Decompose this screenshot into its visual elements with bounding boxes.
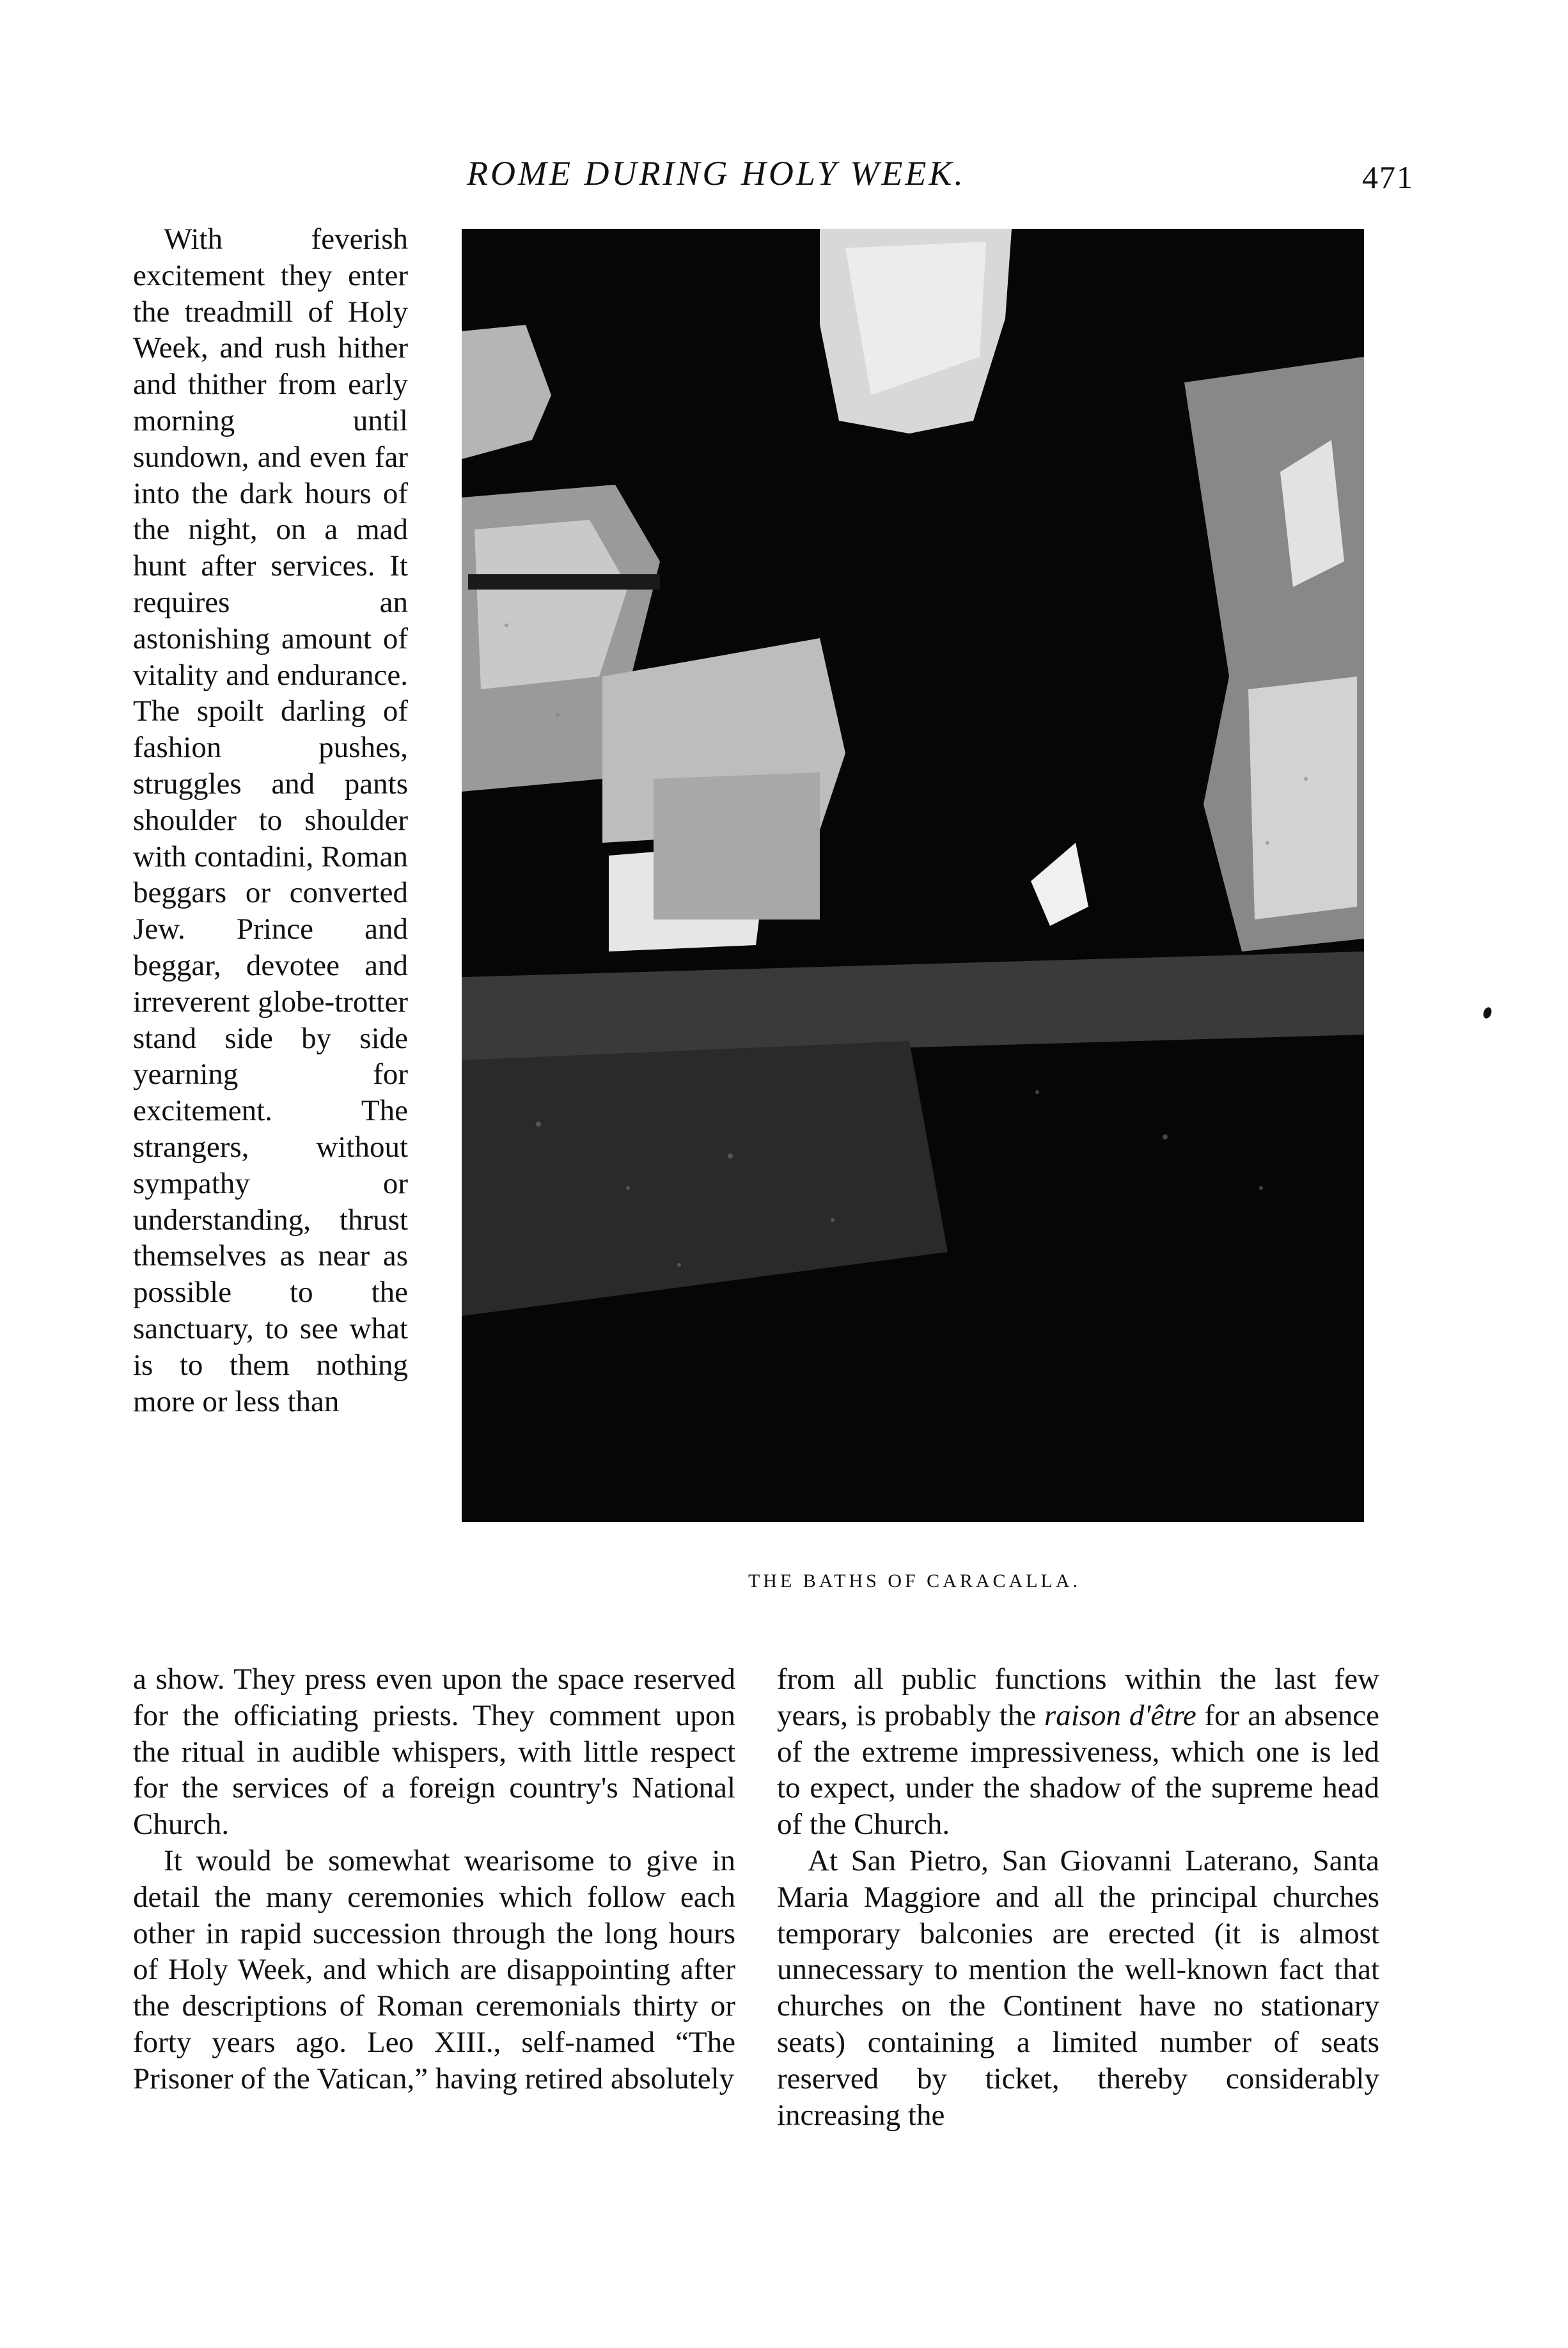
left-text-column (133, 1661, 735, 2097)
running-head (0, 153, 1568, 198)
baths-of-caracalla-photo (462, 229, 1364, 1522)
italic-phrase: raison d'être (1044, 1698, 1196, 1732)
right-text-column (777, 1661, 1379, 2133)
text-before-italic: from all public functions within the last few years, is probably the (777, 1663, 1379, 1732)
paragraph-ceremonies: It would be somewhat wearisome to give in detail the many ceremonies which follow each other in rapid succession through the long hours of Holy Week, and which are disappointing after the descriptions of Roman ceremonials thirty or forty years ago. Leo XIII., self-named “The Prisoner of the Vatican,” having retired absolutely (133, 1843, 735, 2095)
paragraph-balconies: At San Pietro, San Giovanni Laterano, Santa Maria Maggiore and all the principal churches temporary balconies are erected (it is almost unnecessary to mention the well-known fact that churches on the Continent have no stationary seats) containing a limited number of seats reserved by ticket, thereby considerably increasing the (777, 1843, 1379, 2132)
margin-ink-mark (1482, 1006, 1493, 1019)
text-after-italic: for an absence of the extreme impressiveness, which one is led to expect, under the shadow of the supreme head of the Church. (777, 1698, 1380, 1842)
figure-caption: THE BATHS OF CARACALLA. (748, 1570, 1081, 1592)
paragraph-opening: With feverish excitement they enter the treadmill of Holy Week, and rush hither and thither from early morning until sundown, and even far into the dark hours of the night, on a mad hunt after services. It requires an astonishing amount of vitality and endurance. The spoilt darling of fashion pushes, struggles and pants shoulder to shoulder with contadini, Roman beggars or converted Jew. Prince and beggar, devotee and irreverent globe-trotter stand side by side yearning for excitement. The strangers, without sympathy or understanding, thrust themselves as near as possible to the sanctuary, to see what is to them nothing more or less than (133, 223, 408, 1418)
photo-illustration (462, 229, 1364, 1522)
paragraph-continuation: a show. They press even upon the space reserved for the officiating priests. They comment upon the ritual in audible whispers, with little respect for the services of a foreign country's National Church. (133, 1663, 735, 1842)
paragraph-continuation-right (777, 1661, 1379, 1843)
running-title: ROME DURING HOLY WEEK. (467, 154, 966, 192)
page-number: 471 (1362, 159, 1414, 195)
narrow-text-column (133, 221, 408, 1420)
